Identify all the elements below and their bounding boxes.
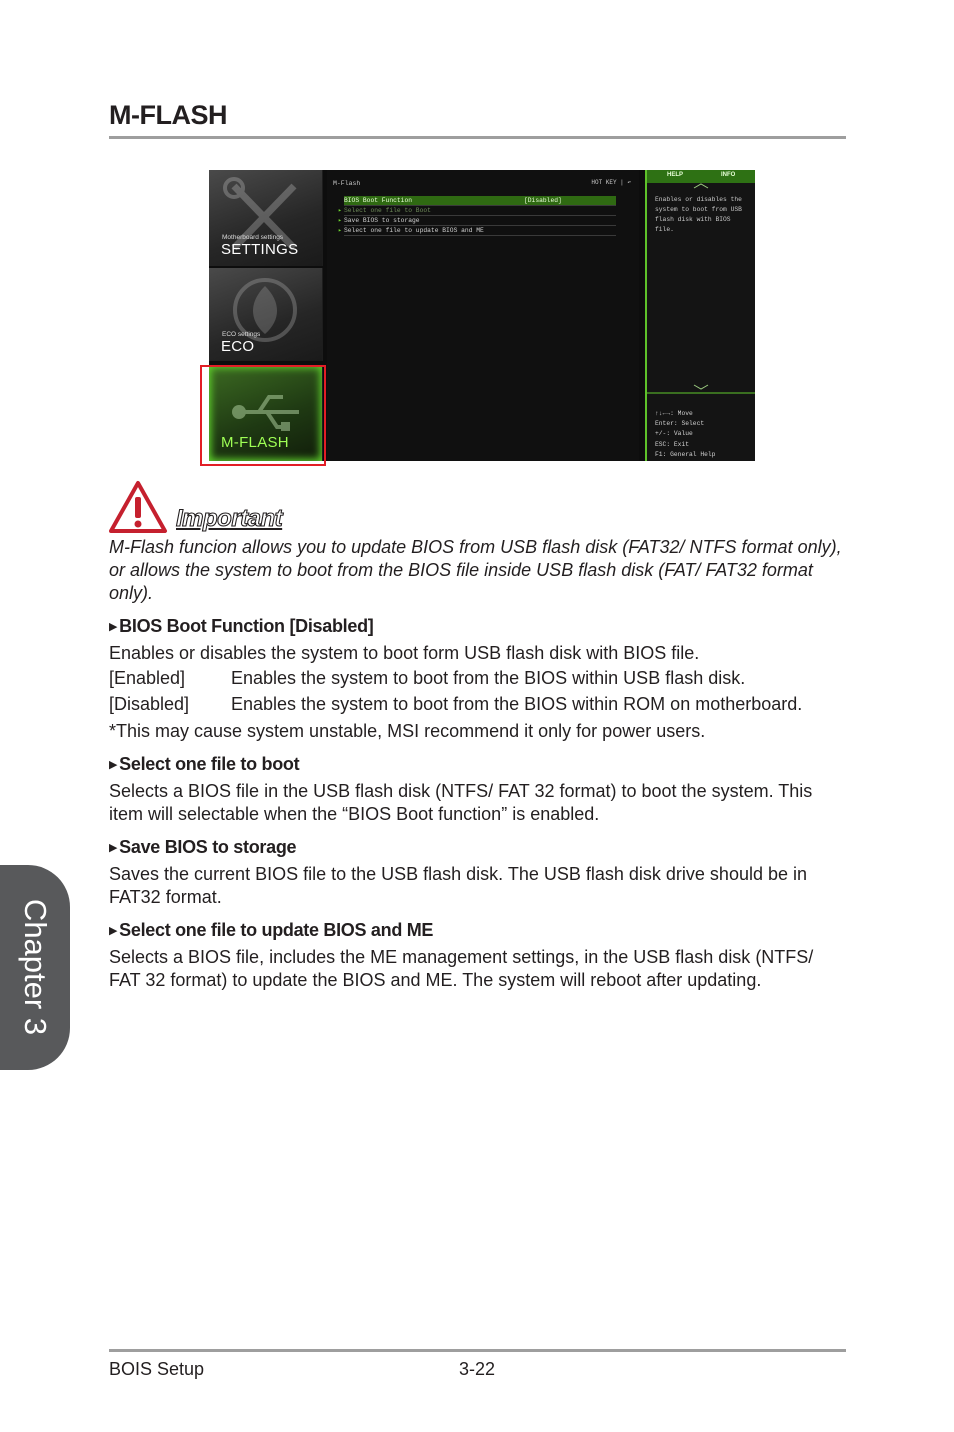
chapter-tab-label: Chapter 3 [18, 898, 53, 1036]
submenu-arrow-icon: ▸ [338, 227, 342, 234]
chapter-tab [0, 865, 70, 1070]
footer-section-name: BOIS Setup [109, 1359, 205, 1379]
tile-settings-label: SETTINGS [221, 241, 299, 258]
mflash-highlight-box [200, 365, 326, 466]
option-disabled-desc: Enables the system to boot from the BIOS within ROM on motherboard. [231, 694, 803, 714]
tile-eco-sub: ECO settings [222, 331, 261, 338]
save-bios-text: Saves the current BIOS file to the USB flash disk. The USB flash disk drive should be in FAT32 format. [109, 864, 808, 907]
bios-row-save-bios[interactable] [338, 216, 616, 226]
option-enabled-name: [Enabled] [109, 668, 186, 688]
select-boot-text: Selects a BIOS file in the USB flash disk (NTFS/ FAT 32 format) to boot the system. This item will selectable when the “BIOS Boot function” is enabled. [109, 781, 813, 824]
bios-row-update-bios[interactable] [338, 226, 616, 236]
option-enabled-desc: Enables the system to boot from the BIOS within USB flash disk. [231, 668, 746, 688]
section-heading-select-boot [109, 754, 299, 775]
update-bios-text: Selects a BIOS file, includes the ME management settings, in the USB flash disk (NTFS/ FAT 32 format) to update the BIOS and ME. The system will reboot after updating. [109, 947, 814, 990]
important-label: Important [176, 505, 283, 532]
key-legend: ↑↓←→: Move Enter: Select +/-: Value ESC: Exit F1: General Help [655, 410, 716, 458]
bios-row-label: Select one file to Boot [344, 207, 431, 214]
bios-row-label: Select one file to update BIOS and ME [344, 227, 484, 234]
bios-main-panel [327, 170, 639, 461]
section-heading-save-bios [109, 837, 296, 858]
hotkey-button[interactable]: HOT KEY | ↶ [591, 179, 631, 186]
bios-help-panel [645, 170, 755, 461]
option-disabled-name: [Disabled] [109, 694, 190, 714]
bios-row-label: BIOS Boot Function [344, 197, 413, 204]
bullet-triangle-icon: ▶ [109, 621, 118, 633]
scroll-up-icon[interactable] [693, 183, 709, 189]
page-title: M-FLASH [109, 100, 227, 130]
info-tab[interactable]: INFO [721, 172, 736, 178]
bios-row-select-boot[interactable] [338, 206, 616, 216]
tile-eco-label: ECO [221, 338, 255, 355]
important-text: M-Flash funcion allows you to update BIOS from USB flash disk (FAT32/ NTFS format only), or allows the system to boot from the BIOS file inside USB flash disk (FAT/ FAT32 format only). [109, 537, 842, 603]
help-tabs [647, 170, 755, 183]
bios-breadcrumb: M-Flash [333, 180, 361, 187]
section-heading-text: Select one file to boot [119, 754, 300, 774]
bullet-triangle-icon: ▶ [109, 842, 118, 854]
boot-function-text: Enables or disables the system to boot form USB flash disk with BIOS file. [109, 643, 700, 663]
scroll-down-icon[interactable] [693, 384, 709, 390]
bullet-triangle-icon: ▶ [109, 759, 118, 771]
boot-function-note: *This may cause system unstable, MSI recommend it only for power users. [109, 721, 706, 741]
title-rule [109, 136, 846, 139]
bios-row-label: Save BIOS to storage [344, 217, 420, 224]
footer-rule [109, 1349, 846, 1352]
tile-mflash-label: M-FLASH [221, 434, 289, 451]
tile-settings[interactable] [209, 170, 323, 266]
warning-icon [108, 480, 168, 534]
help-text: Enables or disables the system to boot from USB flash disk with BIOS file. [655, 196, 742, 233]
section-heading-boot-function [109, 616, 373, 637]
section-heading-update-bios [109, 920, 433, 941]
section-heading-text: Save BIOS to storage [119, 837, 297, 857]
section-heading-text: BIOS Boot Function [Disabled] [119, 616, 374, 636]
page-number: 3-22 [459, 1359, 496, 1379]
bullet-triangle-icon: ▶ [109, 925, 118, 937]
tile-settings-sub: Motherboard settings [222, 234, 284, 241]
bios-row-boot-function[interactable] [344, 196, 616, 206]
tile-eco[interactable] [209, 268, 323, 361]
help-tab[interactable]: HELP [667, 172, 684, 178]
submenu-arrow-icon: ▸ [338, 207, 342, 214]
section-heading-text: Select one file to update BIOS and ME [119, 920, 434, 940]
submenu-arrow-icon: ▸ [338, 217, 342, 224]
bios-row-value: [Disabled] [524, 197, 562, 204]
help-divider [647, 392, 755, 394]
